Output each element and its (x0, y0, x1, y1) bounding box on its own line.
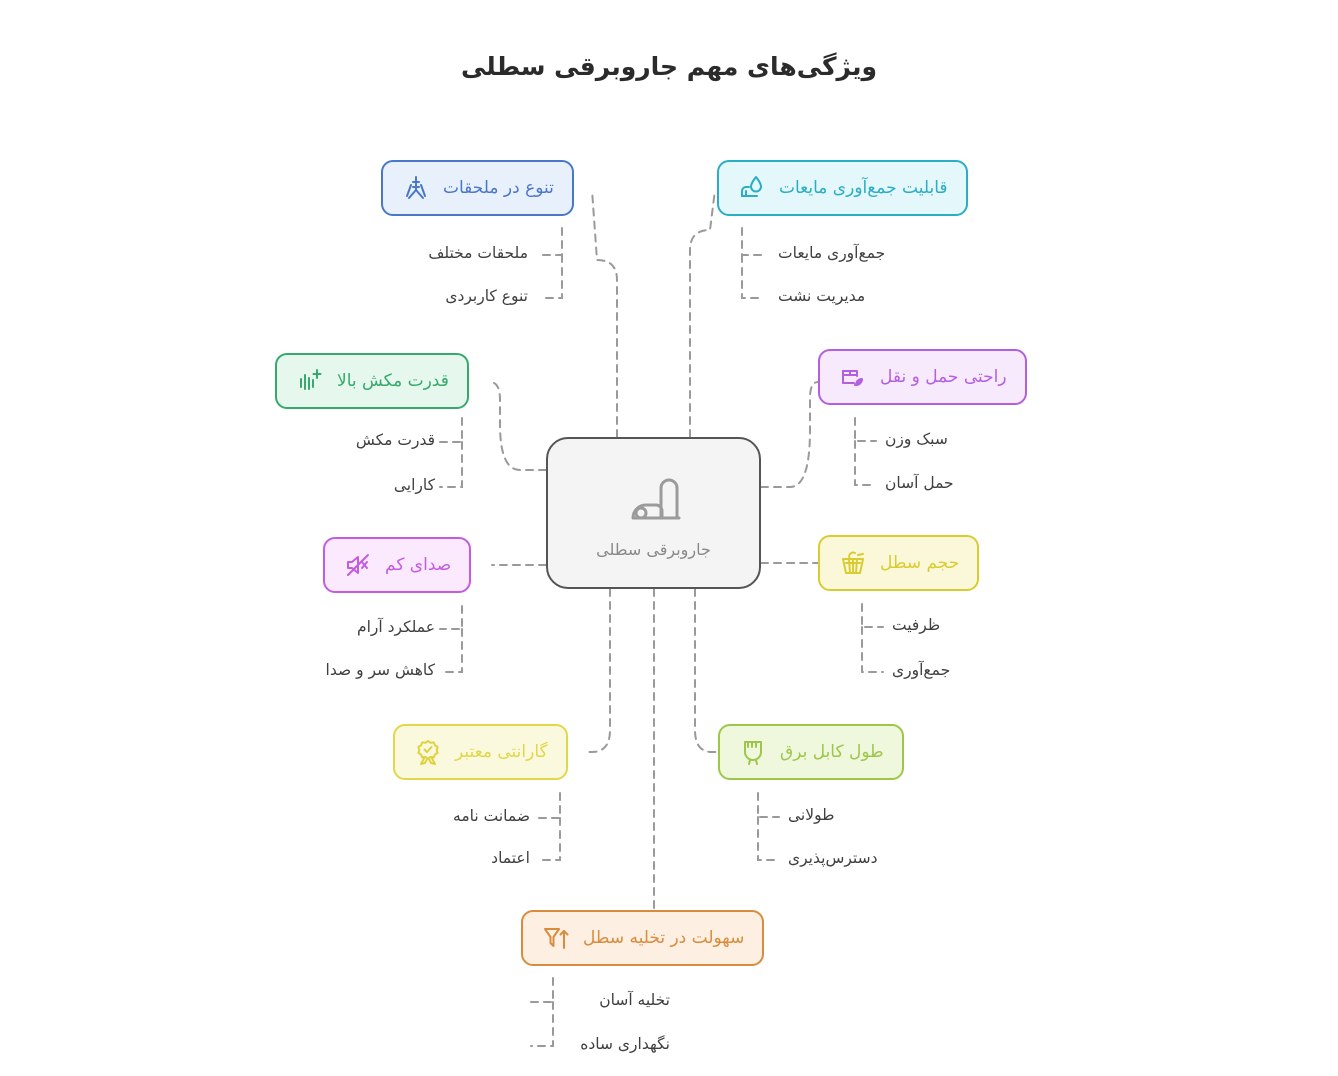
branch-label-liquids: قابلیت جمع‌آوری مایعات (779, 178, 948, 198)
accessory-brush-icon (401, 173, 431, 203)
branch-label-cable: طول کابل برق (780, 742, 884, 762)
subitem-cable-0: طولانی (788, 806, 835, 824)
branch-label-noise: صدای کم (385, 555, 452, 575)
subitem-warranty-1: اعتماد (491, 849, 530, 867)
branch-label-transport: راحتی حمل و نقل (880, 367, 1007, 387)
subitem-transport-0: سبک وزن (885, 430, 948, 448)
power-plug-icon (738, 737, 768, 767)
subitem-accessories-1: تنوع کاربردی (445, 287, 528, 305)
branch-node-transport[interactable] (818, 349, 1027, 405)
subitem-suction-1: کارایی (393, 476, 435, 494)
subitem-suction-0: قدرت مکش (355, 431, 435, 449)
branch-label-emptying: سهولت در تخلیه سطل (583, 928, 745, 948)
signal-bars-sparkle-icon (295, 366, 325, 396)
vacuum-cleaner-icon (623, 468, 685, 534)
branch-node-capacity[interactable] (818, 535, 979, 591)
branch-node-warranty[interactable] (393, 724, 568, 780)
subitem-accessories-0: ملحقات مختلف (428, 244, 528, 262)
branch-node-noise[interactable] (323, 537, 471, 593)
funnel-up-arrow-icon (541, 923, 571, 953)
branch-node-liquids[interactable] (717, 160, 968, 216)
subitem-transport-1: حمل آسان (885, 474, 954, 492)
subitem-cable-1: دسترس‌پذیری (788, 849, 878, 867)
center-node[interactable] (546, 437, 761, 589)
branch-node-cable[interactable] (718, 724, 904, 780)
subitem-emptying-1: نگهداری ساده (580, 1035, 670, 1053)
subitem-emptying-0: تخلیه آسان (599, 991, 670, 1009)
center-node-label: جاروبرقی سطلی (596, 539, 711, 559)
award-ribbon-icon (413, 737, 443, 767)
water-drop-icon (737, 173, 767, 203)
package-leaf-icon (838, 362, 868, 392)
subitem-capacity-1: جمع‌آوری (892, 661, 951, 679)
branch-node-accessories[interactable] (381, 160, 574, 216)
speaker-muted-icon (343, 550, 373, 580)
branch-label-accessories: تنوع در ملحقات (443, 178, 554, 198)
branch-label-suction: قدرت مکش بالا (337, 371, 449, 391)
subitem-noise-0: عملکرد آرام (357, 618, 435, 636)
branch-node-emptying[interactable] (521, 910, 764, 966)
subitem-warranty-0: ضمانت نامه (453, 807, 530, 825)
subitem-liquids-1: مدیریت نشت (778, 287, 866, 305)
branch-node-suction[interactable] (275, 353, 469, 409)
subitem-liquids-0: جمع‌آوری مایعات (778, 244, 886, 262)
subitem-capacity-0: ظرفیت (892, 616, 941, 634)
branch-label-capacity: حجم سطل (880, 553, 960, 573)
branch-label-warranty: گارانتی معتبر (455, 742, 548, 762)
subitem-noise-1: کاهش سر و صدا (325, 661, 435, 679)
page-title: ویژگی‌های مهم جاروبرقی سطلی (460, 52, 877, 81)
trash-bin-icon (838, 548, 868, 578)
